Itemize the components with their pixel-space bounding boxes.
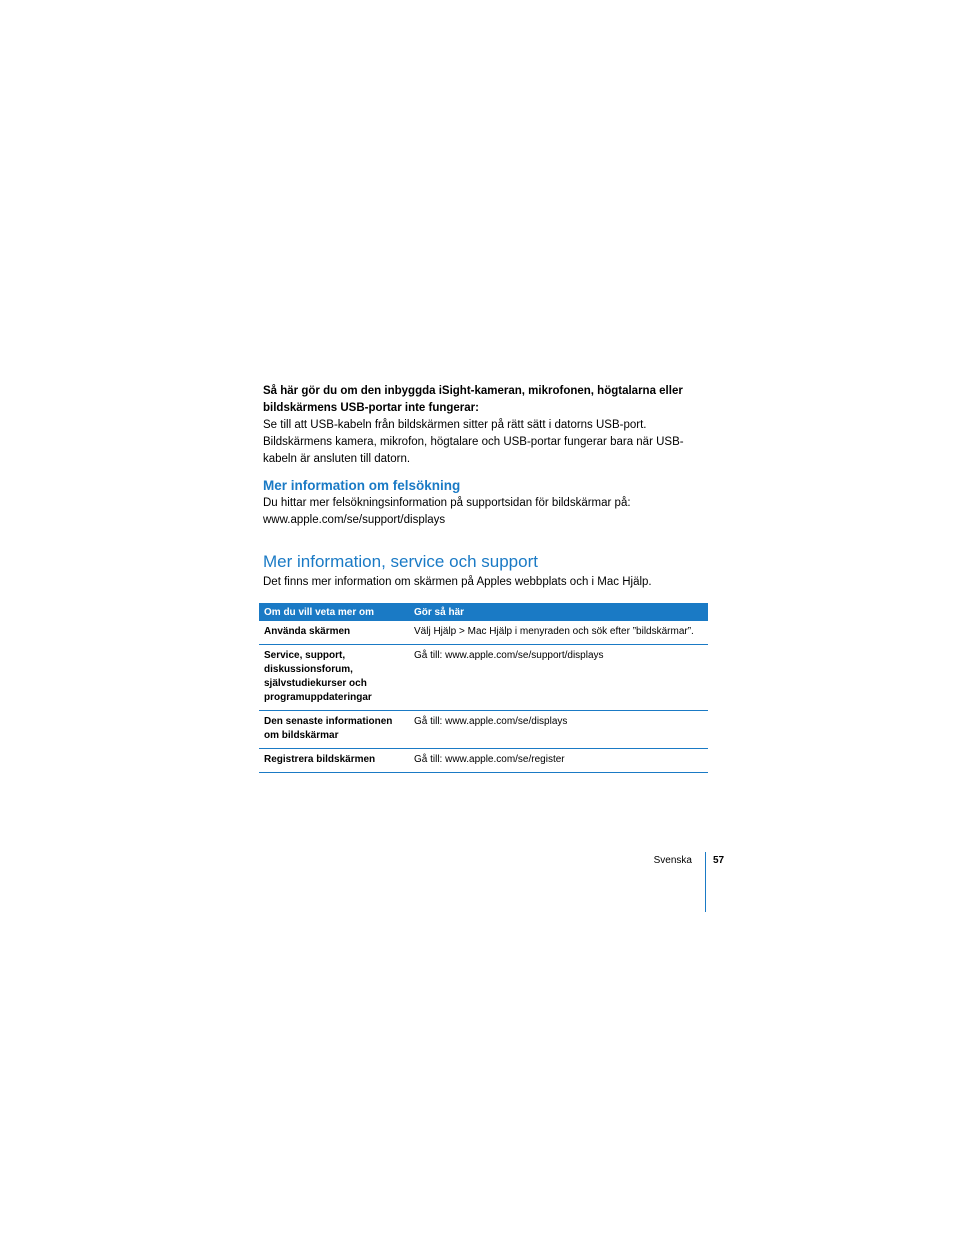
table-cell-topic: Service, support, diskussionsforum, självstudiekurser och programuppdateringar — [259, 645, 409, 711]
table-row — [259, 621, 708, 645]
info-table — [259, 603, 708, 773]
table-cell-action: Gå till: www.apple.com/se/register — [409, 749, 708, 773]
more-troubleshooting-heading: Mer information om felsökning — [263, 478, 461, 493]
table-row — [259, 711, 708, 749]
service-section-heading: Mer information, service och support — [263, 552, 538, 571]
troubleshoot-heading: Så här gör du om den inbyggda iSight-kameran, mikrofonen, högtalarna eller bildskärmens USB-portar inte fungerar: — [263, 385, 683, 414]
table-cell-action: Gå till: www.apple.com/se/displays — [409, 711, 708, 749]
troubleshoot-body: Se till att USB-kabeln från bildskärmen sitter på rätt sätt i datorns USB-port. Bildskärmens kamera, mikrofon, högtalare och USB-portar fungerar bara när USB-kabeln är ansluten till datorn. — [263, 419, 684, 465]
table-cell-topic: Använda skärmen — [259, 621, 409, 645]
table-cell-action: Gå till: www.apple.com/se/support/displays — [409, 645, 708, 711]
page-number: 57 — [713, 855, 725, 866]
table-row — [259, 749, 708, 773]
footer-language: Svenska — [653, 855, 692, 866]
table-row — [259, 645, 708, 711]
table-header-row — [259, 603, 708, 621]
table-header-action: Gör så här — [409, 603, 708, 621]
more-troubleshooting-body: Du hittar mer felsökningsinformation på supportsidan för bildskärmar på: www.apple.com/se/support/displays — [263, 497, 631, 526]
table-cell-action: Välj Hjälp > Mac Hjälp i menyraden och sök efter ”bildskärmar”. — [409, 621, 708, 645]
table-header-topic: Om du vill veta mer om — [259, 603, 409, 621]
table-cell-topic: Registrera bildskärmen — [259, 749, 409, 773]
table-cell-topic: Den senaste informationen om bildskärmar — [259, 711, 409, 749]
service-section-body: Det finns mer information om skärmen på Apples webbplats och i Mac Hjälp. — [263, 576, 652, 588]
footer-divider — [705, 852, 706, 912]
